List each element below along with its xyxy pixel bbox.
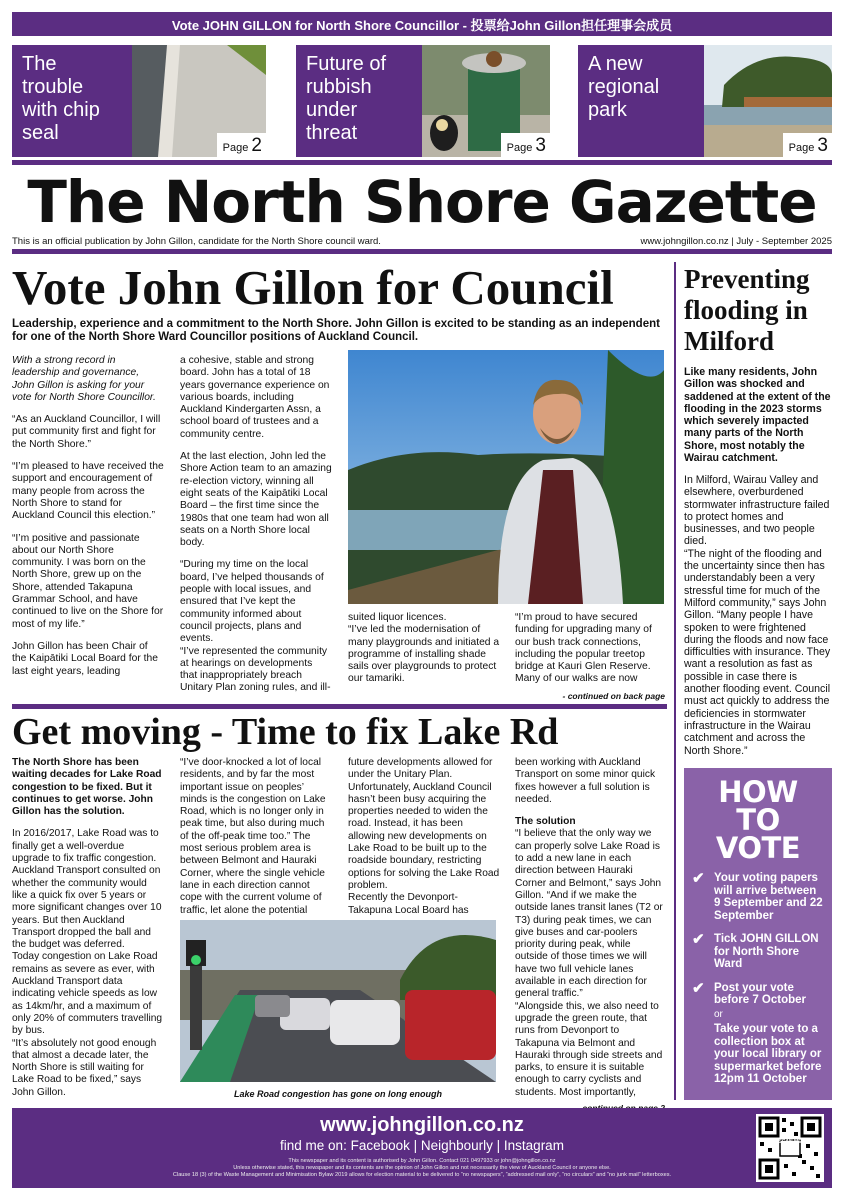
article2-para: “I believe that the only way we can properly solve Lake Road is to add a new lane in each direction between Hauraki Corner and Belmont,” says John Gillon. “And if we make the outside lanes transit lanes (T2 or T3) during peak times, we can give buses and car-poolers priority during peak, while outside of those times we will have two full vehicle lanes available in each direction for general traffic.” — [515, 828, 663, 1000]
how-to-vote-box — [684, 768, 832, 1100]
article1-para: “During my time on the local board, I’ve helped thousands of people with local issues, and ensured that I’ve kept the community informed about council projects, plans and events. — [180, 559, 324, 645]
article2-lede: The North Shore has been waiting decades for Lake Road congestion to be fixed. But it continues to get worse. John Gillon has the solution. — [12, 757, 162, 818]
how-to-vote-title: HOW TO VOTE — [715, 775, 801, 865]
page-number: 3 — [535, 135, 546, 156]
vote-step — [692, 872, 824, 922]
fine-print-line: This newspaper and its content is authorised by John Gillon. Contact 021 0497933 or john@johngillon.co.nz — [288, 1158, 556, 1164]
check-icon: ✔ — [692, 931, 705, 948]
top-banner: Vote JOHN GILLON for North Shore Councillor - 投票给John Gillon担任理事会成员 — [12, 12, 832, 36]
footer-social[interactable]: find me on: Facebook | Neighbourly | Instagram — [280, 1138, 564, 1153]
article2-para: Unfortunately, Auckland Council hasn’t been busy acquiring the properties needed to widen the road. Instead, it has been allowing new developments on Lake Road to be built up to the roadside boundary, restricting options for solving the Lake Road problem. — [348, 781, 500, 891]
divider — [12, 249, 832, 254]
sidebar-headline: Preventing flooding in Milford — [684, 264, 810, 356]
article1-headline: Vote John Gillon for Council — [12, 260, 614, 315]
article2-headline: Get moving - Time to fix Lake Rd — [12, 711, 559, 753]
article1-para: “I’m proud to have secured funding for upgrading many of our bush track connections, including the popular treetop bridge at Kauri Glen Reserve. Many of our walks are now — [515, 612, 652, 685]
page-label: Page — [222, 142, 249, 154]
article1-para: At the last election, John led the Shore Action team to an amazing re-election victory, winning all eight seats of the Kaipātiki Local Board – the first time since the 1980s that one team had won all seats on a North Shore local body. — [180, 451, 332, 549]
article1-para: suited liquor licences. — [348, 612, 447, 623]
lake-road-photo — [180, 920, 496, 1082]
article1-para: “As an Auckland Councillor, I will put community first and fight for the North Shore.” — [12, 414, 161, 450]
teaser-chip-seal[interactable] — [12, 45, 266, 157]
article2-para: been working with Auckland Transport on some minor quick fixes however a full solution is needed. — [515, 757, 656, 805]
article2-para: future developments allowed for under the Unitary Plan. — [348, 757, 493, 781]
article1-para: John Gillon has been Chair of the Kaipātiki Local Board for the last eight years, leading — [12, 640, 158, 677]
article1-para: a cohesive, stable and strong board. John has a total of 18 years governance experience on various boards, including Auckland Kindergarten Assn, a school board of trustees and a community centre. — [180, 355, 330, 440]
page-label: Page — [788, 142, 815, 154]
article1-para: “I’m positive and passionate about our North Shore community. I was born on the North Shore, grew up on the Shore, attended Takapuna Grammar School, and have continued to live on the Shore for most of my life.” — [12, 532, 164, 630]
sidebar-body — [684, 474, 832, 777]
portrait-image — [348, 350, 664, 604]
article1-col4 — [515, 612, 665, 702]
teaser-regional-park[interactable] — [578, 45, 832, 157]
teaser-title: The trouble with chip seal — [12, 45, 132, 157]
vote-step-text: Your voting papers will arrive between 9 September and 22 September — [714, 872, 823, 922]
article1-intro: With a strong record in leadership and governance, John Gillon is asking for your vote for North Shore Councillor. — [12, 355, 156, 403]
solution-subhead: The solution — [515, 816, 576, 828]
vote-step — [692, 979, 824, 1007]
article1-col3 — [348, 612, 500, 696]
continued-note: - continued on back page — [562, 690, 665, 701]
qr-icon — [756, 1114, 824, 1182]
check-icon: ✔ — [692, 870, 705, 887]
sidebar-para: In Milford, Wairau Valley and elsewhere, overburdened stormwater infrastructure failed to protect homes and businesses, and two people died. — [684, 474, 830, 548]
vote-step-text: Post your vote before 7 October — [714, 981, 807, 1006]
vote-or — [692, 1009, 824, 1022]
divider — [12, 160, 832, 165]
photo-caption: Lake Road congestion has gone on long enough — [233, 1089, 442, 1099]
article2-para: “Alongside this, we also need to upgrade the green route, that runs from Devonport to Takapuna via Belmont and Hauraki through side streets and parks, to ensure it is suitable enough to carry cyclists and students. Most importantly, — [515, 1000, 663, 1098]
check-icon: ✔ — [692, 979, 705, 997]
vote-or-text: or — [714, 1008, 723, 1020]
page-ref — [501, 133, 550, 157]
article1-para: “I’m pleased to have received the support and encouragement of many people from across the North Shore to stand for Auckland Council this election.” — [12, 461, 164, 522]
article1-standfirst: Leadership, experience and a commitment to the North Shore. John Gillon is excited to be standing as an independent for one of the North Shore Ward Councillor positions of Auckland Council. — [12, 318, 660, 343]
vote-step-text: Take your vote to a collection box at your local library or supermarket before 12pm 11 October — [714, 1023, 822, 1085]
teaser-title: A new regional park — [578, 45, 704, 157]
article2-para: “I’ve door-knocked a lot of local residents, and by far the most important issue on peoples’ minds is the congestion on Lake Road, which is no longer only in peak time, but also during much of the off-peak time too.” The most serious problem area is between Belmont and Hauraki Corner, where the single vehicle lane in each direction cannot cope with the current volume of traffic, let alone the potential — [180, 757, 326, 916]
website-date: www.johngillon.co.nz | July - September 2025 — [640, 236, 832, 247]
article2-para: Today congestion on Lake Road remains as severe as ever, with Auckland Transport data indicating vehicle speeds as low as 14km/hr, and a maximum of only 20% of commuters travelling by bus. — [12, 951, 163, 1037]
footer — [12, 1108, 832, 1188]
rubbish-bin-photo — [422, 45, 550, 157]
vote-step — [692, 1023, 824, 1086]
publication-note: This is an official publication by John Gillon, candidate for the North Shore council ward. — [12, 236, 381, 247]
article1-para: “I’ve represented the community at hearings on developments that inappropriately breach Unitary Plan zoning rules, and ill- — [180, 645, 331, 694]
teaser-title: Future of rubbish under threat — [296, 45, 422, 157]
article2-para: In 2016/2017, Lake Road was to finally get a well-overdue upgrade to fix traffic congestion. Auckland Transport consulted on whether the community would like a quick fix over 5 years or more significant changes over 10 years. But then Auckland Transport dropped the ball and the budget was deferred. — [12, 828, 162, 951]
vote-step — [692, 933, 824, 971]
column-divider — [674, 262, 676, 1100]
sidebar-para: “The night of the flooding and the uncertainty since then has understandably been a very stressful time for much of the Milford community,” says John Gillon. “Many people I have spoken to were frightened during the floods and now face difficulties with insurance. They want a resolution as fast as possible in case there is another flooding event. Council must act quickly to address the deficiencies in stormwater infrastructure in the Wairau catchment and across the North Shore.” — [684, 547, 831, 757]
article2-col4 — [515, 757, 665, 1114]
article2-para: Recently the Devonport-Takapuna Local Board has — [348, 892, 469, 916]
page-ref — [217, 133, 266, 157]
article2-para: “It’s absolutely not good enough that almost a decade later, the North Shore is still waiting for Lake Road to be fixed,” says John Gillon. — [12, 1037, 157, 1098]
footer-url[interactable]: www.johngillon.co.nz — [320, 1114, 524, 1136]
fine-print-line: Clause 18 (3) of the Waste Management and Minimisation Bylaw 2019 allows for election material to be delivered to “no newspapers”, “addressed mail only”, “no circulars” and “no junk mail” letterboxes. — [172, 1172, 672, 1178]
sidebar-lede: Like many residents, John Gillon was shocked and saddened at the extent of the flooding in the 2023 storms which severely impacted many parts of the North Shore, most notably the Wairau catchment. — [684, 366, 831, 465]
qr-label: SCAN ME — [778, 1139, 802, 1145]
article1-para: “I’ve led the modernisation of many playgrounds and initiated a programme of installing shade sails over playgrounds to protect our tamariki. — [348, 624, 500, 685]
fine-print-line: Unless otherwise stated, this newspaper and its contents are the opinion of John Gillon and not necessarily the view of Auckland Council or anyone else. — [233, 1165, 611, 1171]
page-label: Page — [506, 142, 533, 154]
vote-step-text: Tick JOHN GILLON for North Shore Ward — [714, 933, 819, 970]
candidate-photo — [348, 350, 664, 604]
traffic-image — [180, 920, 496, 1082]
page-ref — [783, 133, 832, 157]
article2-col3 — [348, 757, 500, 927]
footer-fine-print — [122, 1158, 722, 1179]
qr-code[interactable] — [756, 1114, 824, 1182]
masthead: The North Shore Gazette — [27, 168, 817, 236]
page-number: 3 — [817, 135, 828, 156]
publication-line — [12, 236, 832, 247]
article1-col1 — [12, 355, 164, 688]
page-number: 2 — [251, 135, 262, 156]
teaser-rubbish[interactable] — [296, 45, 550, 157]
article2-col2 — [180, 757, 332, 927]
coast-photo — [704, 45, 832, 157]
divider — [12, 704, 667, 709]
article1-col2 — [180, 355, 332, 705]
article2-col1 — [12, 757, 164, 1109]
chip-seal-photo — [132, 45, 266, 157]
